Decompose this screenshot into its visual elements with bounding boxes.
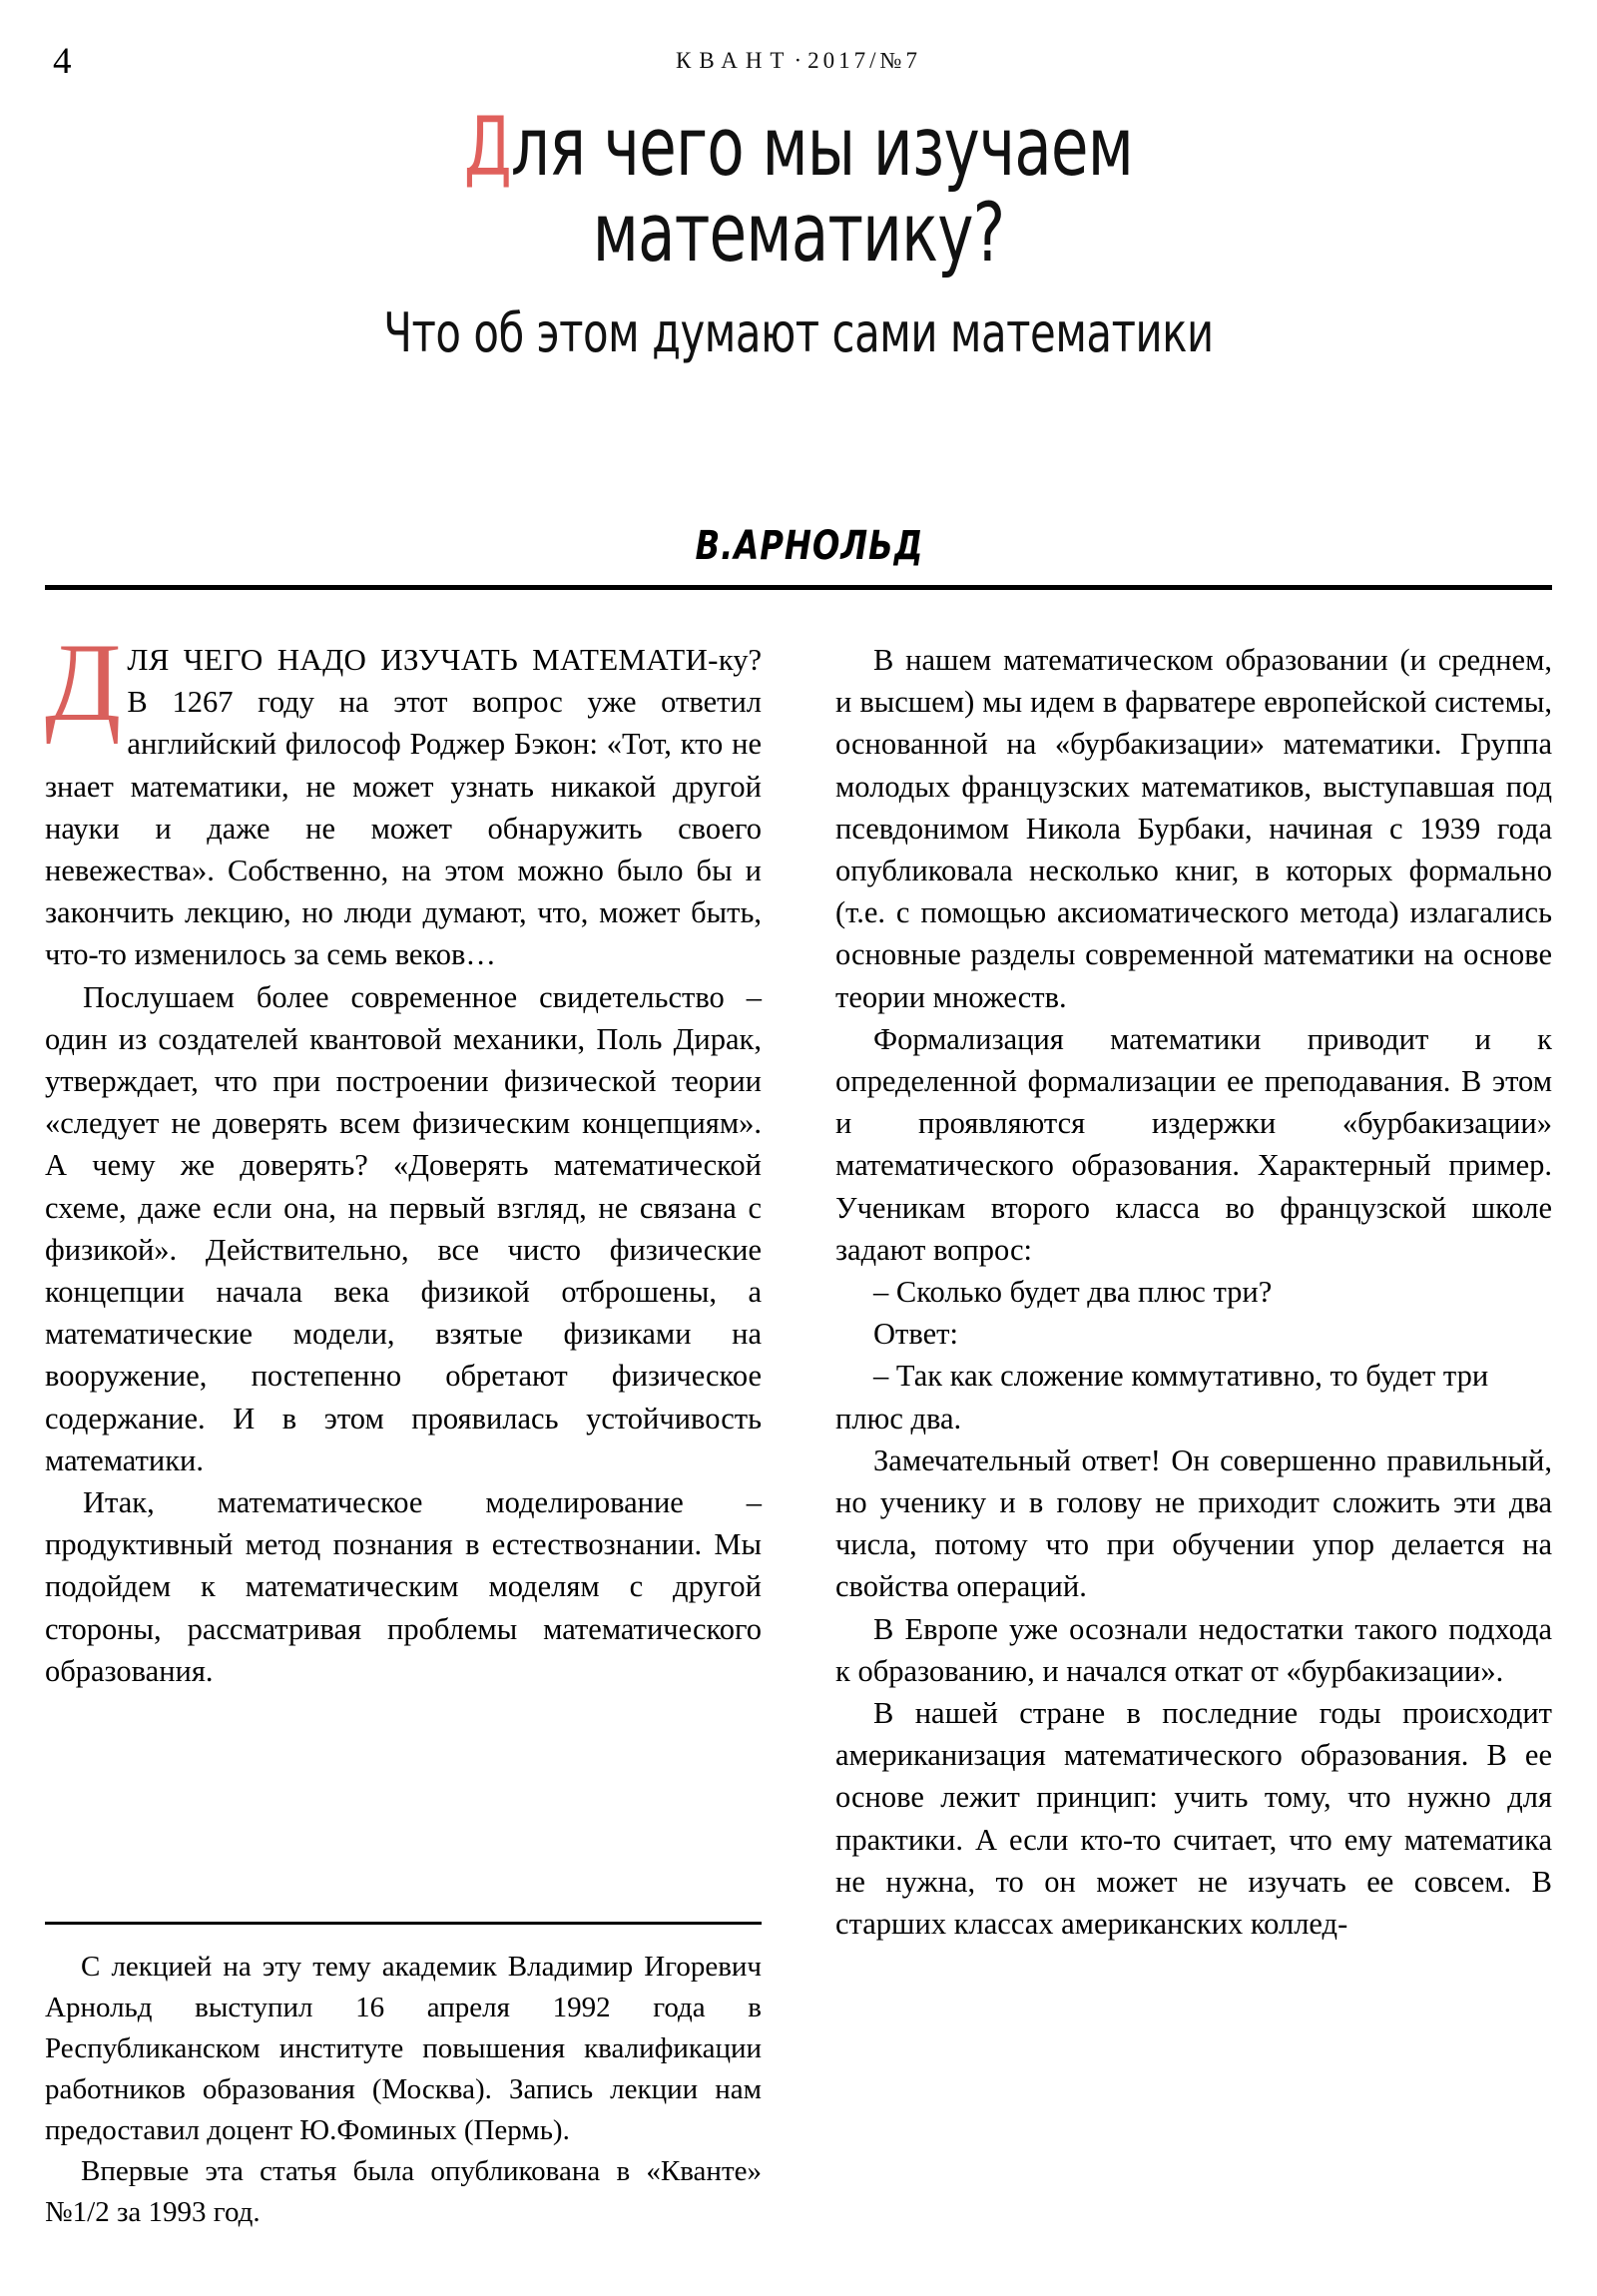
magazine-name: КВАНТ [675,48,793,73]
title-block [45,101,1552,364]
paragraph: Послушаем более современное свидетельство – один из создателей квантовой механики, Поль Дирак, утверждает, что при построении физической теории «следует не доверять всем физическим концепциям». А чему же доверять? «Доверять математической схеме, даже если она, на первый взгляд, не связана с физикой». Действительно, все чисто физические концепции начала века физикой отброшены, а математические модели, взятые физиками на вооружение, постепенно обретают физическое содержание. И в этом проявилась устойчивость математики. [45,979,762,1477]
footnote-divider-rule [45,1922,762,1925]
paragraph-text: ку? В 1267 году на этот вопрос уже ответил английский философ Роджер Бэкон: «Тот, кто не знает математики, не может узнать никакой другой науки и даже не может обнаружить своего невежества». Собственно, на этом можно было бы и закончить лекцию, но люди думают, что, может быть, что-то изменилось за семь веков… [45,643,762,972]
dialogue-answer-label: Ответ: [873,1317,958,1352]
paragraph: В Европе уже осознали недостатки такого подхода к образованию, и начался откат от «бурбакизации». [835,1611,1552,1688]
drop-cap-letter: Д [45,621,122,745]
footnote-zone [45,1922,762,2233]
footnote-text [45,1947,762,2233]
author-byline: В.АРНОЛЬД [695,523,923,569]
paragraph: Итак, математическое моделирование – продуктивный метод познания в естествознании. Мы подойдем к математическим моделям с другой стороны, рассматривая проблемы математического образования. [45,1485,762,1688]
title-initial-letter: Д [463,101,511,195]
magazine-issue: 2017/№7 [807,48,922,73]
magazine-separator: · [794,48,806,73]
paragraph: В нашей стране в последние годы происходит американизация математического образования. В ее основе лежит принцип: учить тому, что нужно для практики. А если кто-то считает, что ему математика не нужна, то он может не изучать ее совсем. В старших классах американских коллед- [835,1696,1552,1942]
page-title [166,101,1431,281]
paragraph: В нашем математическом образовании (и среднем, и высшем) мы идем в фарватере европейской системы, основанной на «бурбакизации» математики. Группа молодых французских математиков, выступавшая под псевдонимом Никола Бурбаки, начиная с 1939 года опубликовала несколько книг, в которых формально (т.е. с помощью аксиоматического метода) излагались основные разделы современной математики на основе теории множеств. [835,643,1552,1014]
page-subtitle: Что об этом думают сами математики [383,301,1214,364]
title-line1-rest: ля чего мы изучаем [510,101,1134,195]
opening-small-caps: ЛЯ ЧЕГО НАДО ИЗУЧАТЬ МАТЕМАТИ- [127,642,719,677]
footnote-paragraph: С лекцией на эту тему академик Владимир Игоревич Арнольд выступил 16 апреля 1992 года в Республиканском институте повышения квалификации работников образования (Москва). Запись лекции нам предоставил доцент Ю.Фоминых (Пермь). [45,1951,762,2146]
magazine-issue-line [45,46,1552,76]
column-right [835,639,1552,2256]
paragraph-opening [45,621,762,976]
paragraph: Формализация математики приводит и к определенной формализации ее преподавания. В этом и проявляются издержки «бурбакизации» математического образования. Характерный пример. Ученикам второго класса во французской школе задают вопрос: [835,1021,1552,1267]
header-divider-rule [45,585,1552,590]
running-head [45,40,1552,86]
paragraph: Замечательный ответ! Он совершенно правильный, но ученику и в голову не приходит сложить эти два числа, потому что при обучении упор делается на свойства операций. [835,1442,1552,1604]
title-line2: математику? [592,187,1005,281]
dialogue-answer: – Так как сложение коммутативно, то будет три плюс два. [835,1359,1489,1435]
byline-row [45,524,923,568]
footnote-paragraph: Впервые эта статья была опубликована в «Кванте» №1/2 за 1993 год. [45,2155,762,2228]
page-number: 4 [53,41,72,82]
dialogue-question: – Сколько будет два плюс три? [873,1275,1273,1310]
